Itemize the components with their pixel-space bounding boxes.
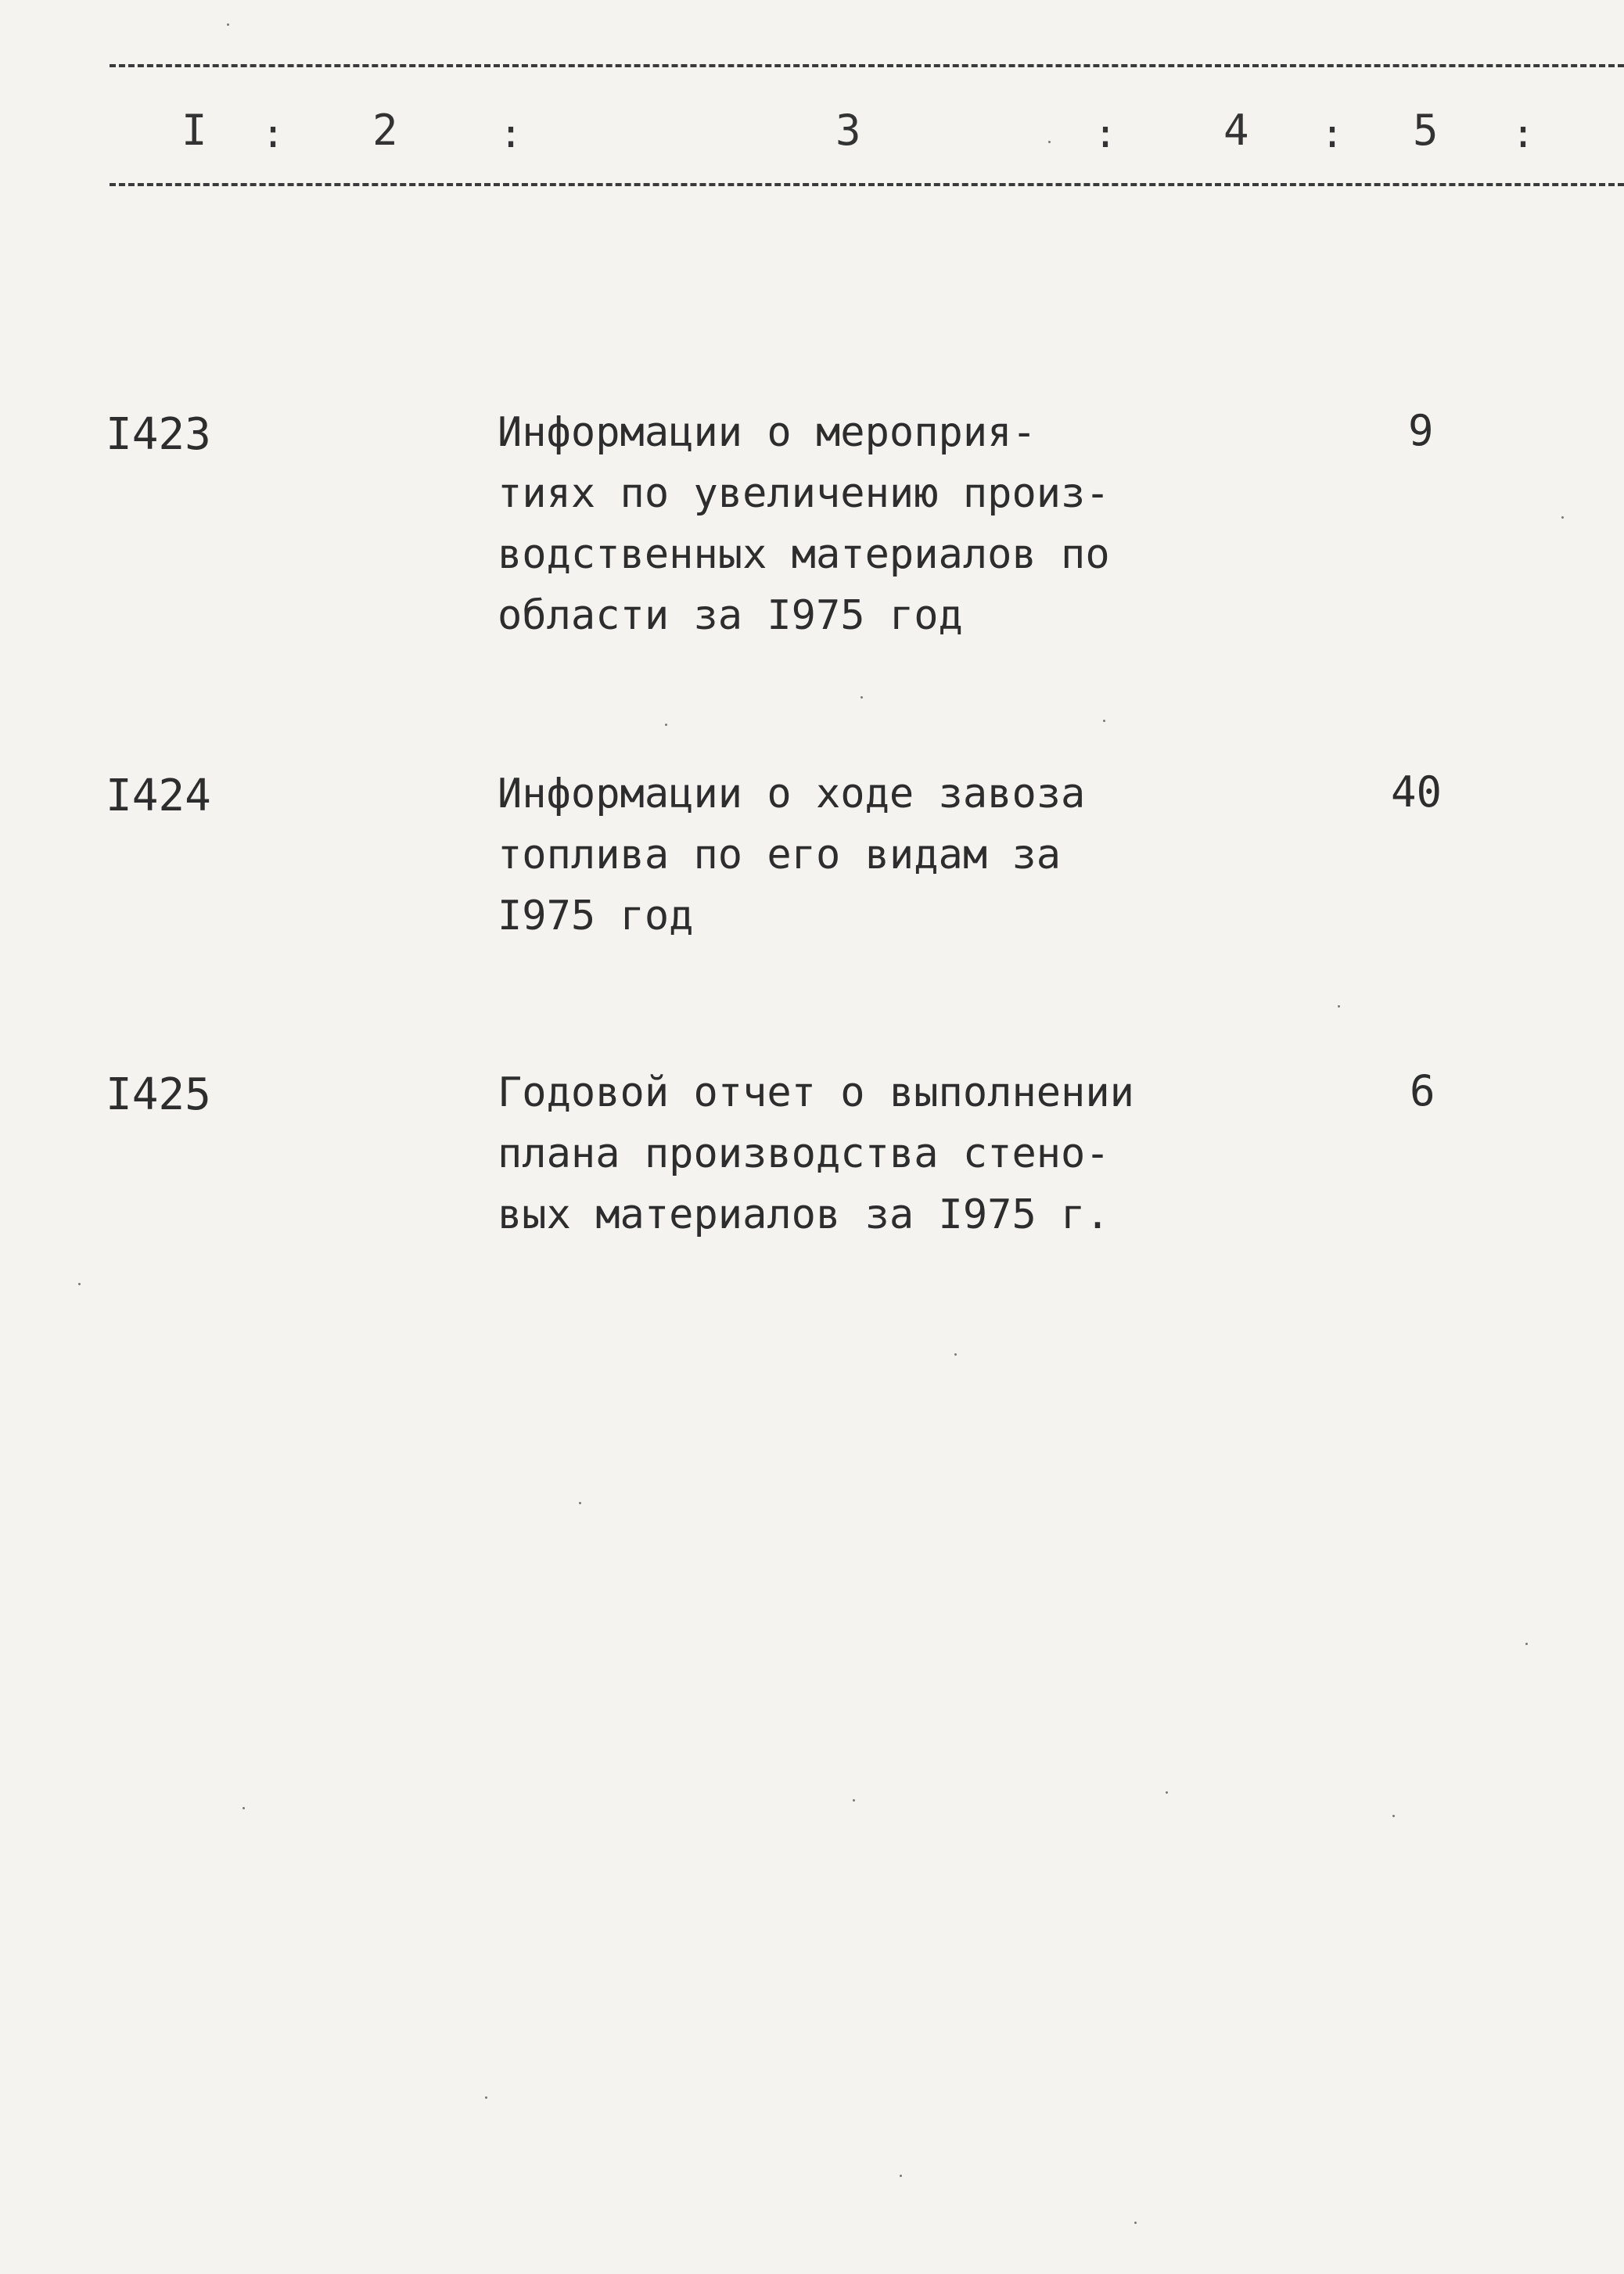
- header-top-rule: [110, 64, 1624, 67]
- entry-sheet-count: 6: [1410, 1066, 1435, 1115]
- entry-number: I423: [106, 409, 211, 460]
- entry-title: Информации о ходе завоза топлива по его видам за I975 год: [498, 771, 1086, 939]
- column-separator: :: [1320, 111, 1345, 156]
- column-separator: :: [1094, 111, 1118, 156]
- entry-number: I425: [106, 1069, 211, 1120]
- header-bottom-rule: [110, 183, 1624, 186]
- column-header-2: 2: [372, 106, 398, 155]
- column-header-1: I: [181, 106, 207, 155]
- column-header-3: 3: [835, 106, 861, 155]
- column-separator: :: [261, 111, 286, 156]
- column-header-4: 4: [1223, 106, 1249, 155]
- entry-number: I424: [106, 771, 211, 821]
- entry-sheet-count: 9: [1408, 406, 1434, 455]
- entry-sheet-count: 40: [1391, 767, 1443, 817]
- entry-title: Информации о мероприя- тиях по увеличению произ- водственных материалов по области за I975 год: [498, 409, 1110, 639]
- entry-title: Годовой отчет о выполнении плана производства стено- вых материалов за I975 г.: [498, 1069, 1134, 1238]
- column-separator: :: [1511, 111, 1536, 156]
- column-separator: :: [499, 111, 523, 156]
- column-header-5: 5: [1413, 106, 1439, 155]
